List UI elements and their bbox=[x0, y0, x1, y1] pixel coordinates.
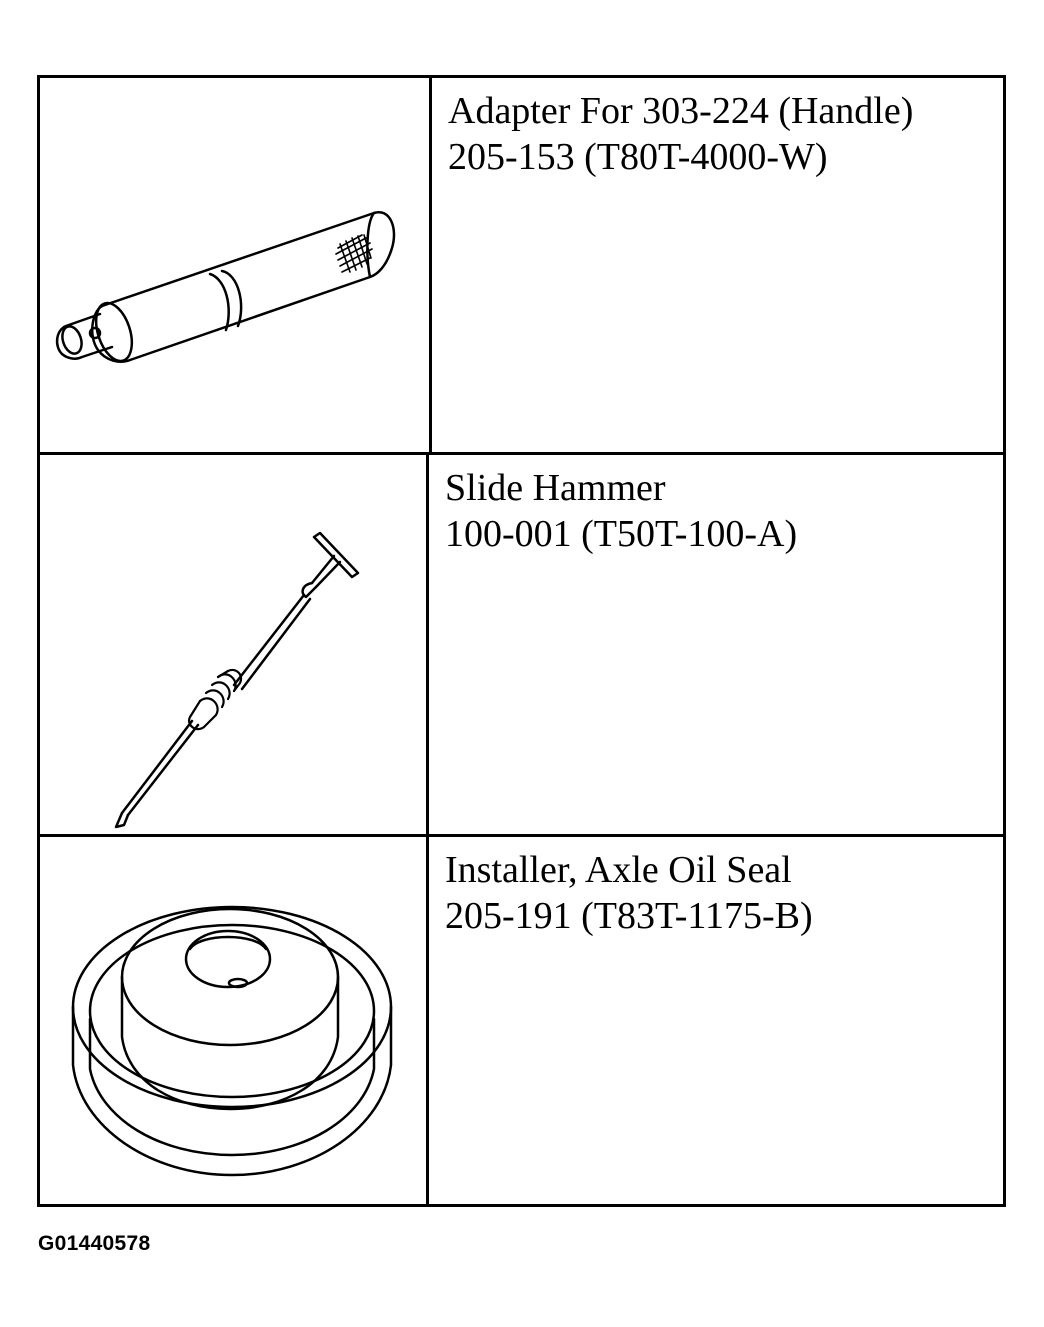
tool-text-cell bbox=[429, 455, 1003, 834]
tool-image-cell bbox=[40, 837, 429, 1207]
tool-number: 205-153 (T80T-4000-W) bbox=[448, 136, 828, 178]
tool-number: 205-191 (T83T-1175-B) bbox=[445, 895, 813, 937]
adapter-handle-icon bbox=[40, 78, 430, 452]
tool-description bbox=[448, 88, 913, 180]
tool-row bbox=[40, 455, 1003, 837]
tool-image-cell bbox=[40, 455, 429, 834]
tool-text-cell bbox=[429, 837, 1003, 1207]
tool-row bbox=[40, 78, 1003, 455]
tool-name: Slide Hammer bbox=[445, 467, 666, 509]
slide-hammer-icon bbox=[40, 455, 427, 833]
tool-name: Installer, Axle Oil Seal bbox=[445, 849, 792, 891]
tool-description bbox=[445, 465, 797, 557]
tool-text-cell bbox=[432, 78, 1003, 452]
tool-name: Adapter For 303-224 (Handle) bbox=[448, 90, 914, 132]
tool-image-cell bbox=[40, 78, 432, 452]
tool-number: 100-001 (T50T-100-A) bbox=[445, 513, 798, 555]
figure-code: G01440578 bbox=[38, 1232, 151, 1255]
tool-row bbox=[40, 837, 1003, 1207]
special-tools-table bbox=[37, 75, 1006, 1207]
tool-description bbox=[445, 847, 813, 939]
axle-seal-installer-icon bbox=[40, 837, 427, 1207]
